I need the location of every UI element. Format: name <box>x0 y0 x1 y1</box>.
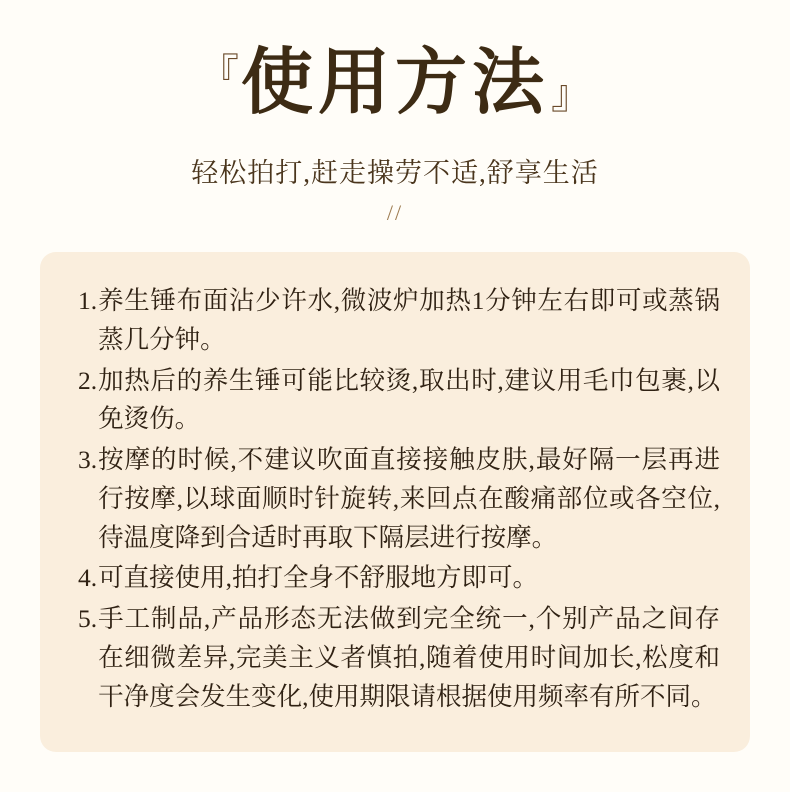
instructions-card <box>40 252 750 752</box>
step-text: 加热后的养生锤可能比较烫,取出时,建议用毛巾包裹,以免烫伤。 <box>98 365 720 434</box>
list-item <box>78 362 720 440</box>
step-text: 可直接使用,拍打全身不舒服地方即可。 <box>98 563 539 593</box>
title-open-bracket: 『 <box>198 51 239 96</box>
step-number: 2. <box>78 365 98 395</box>
list-item <box>78 441 720 557</box>
list-item <box>78 282 720 360</box>
list-item <box>78 600 720 716</box>
step-text: 手工制品,产品形态无法做到完全统一,个别产品之间存在细微差异,完美主义者慎拍,随着使用时间加长,松度和干净度会发生变化,使用期限请根据使用频率有所不同。 <box>98 604 720 711</box>
page-header <box>0 0 790 226</box>
step-number: 5. <box>78 604 98 633</box>
slash-divider: // <box>386 199 404 225</box>
step-text: 按摩的时候,不建议吹面直接接触皮肤,最好隔一层再进行按摩,以球面顺时针旋转,来回点在酸痛部位或各空位,待温度降到合适时再取下隔层进行按摩。 <box>98 445 720 552</box>
step-number: 1. <box>78 286 98 315</box>
title-close-bracket: 』 <box>551 71 591 117</box>
step-number: 4. <box>78 563 98 593</box>
page-title <box>0 42 790 125</box>
instruction-steps-list <box>78 282 720 716</box>
list-item <box>78 559 720 598</box>
step-number: 3. <box>78 445 98 474</box>
page-subtitle: 轻松拍打,赶走操劳不适,舒享生活 <box>191 157 599 188</box>
step-text: 养生锤布面沾少许水,微波炉加热1分钟左右即可或蒸锅蒸几分钟。 <box>98 286 720 354</box>
page-title-text: 使用方法 <box>240 43 549 123</box>
